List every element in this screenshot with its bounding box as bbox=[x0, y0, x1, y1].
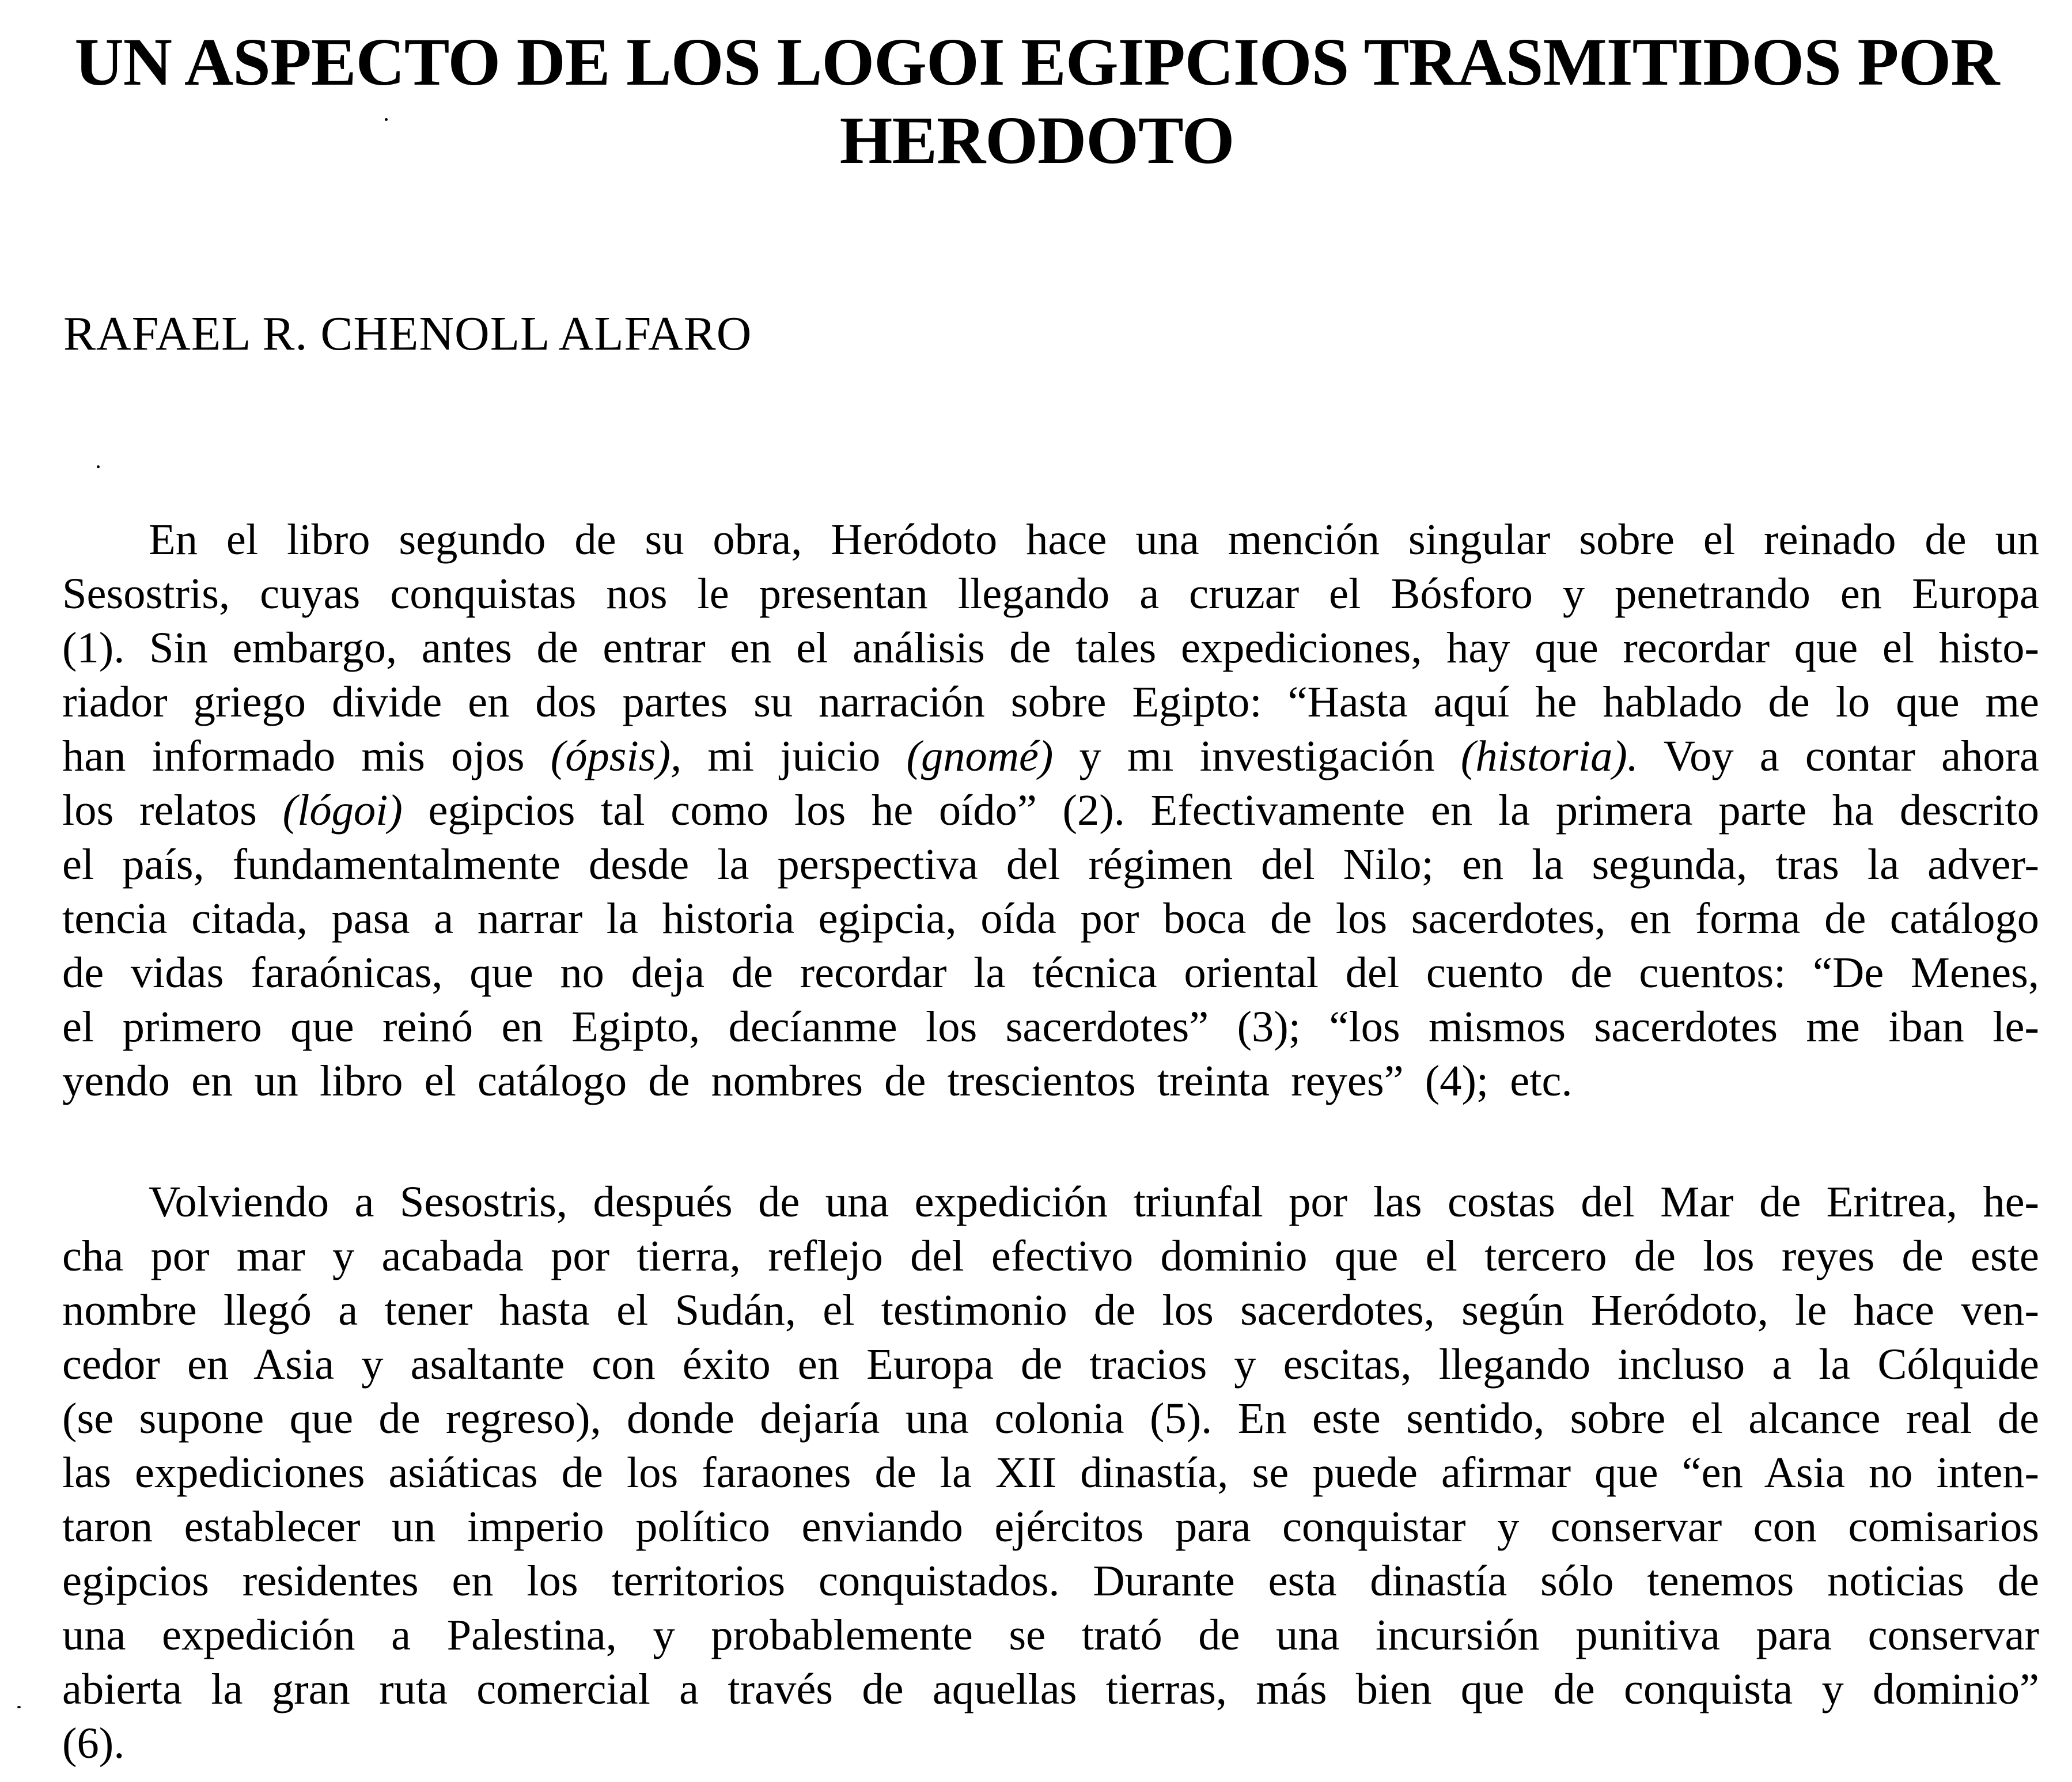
paragraph-line: el país, fundamentalmente desde la perspectiva del régimen del Nilo; en la segunda, tras la adver- bbox=[62, 840, 2039, 889]
paragraph-line: taron establecer un imperio político enviando ejércitos para conquistar y conservar con comisarios bbox=[62, 1502, 2039, 1551]
line-segment: han informado mis ojos bbox=[62, 731, 551, 780]
paragraph-line: egipcios residentes en los territorios conquistados. Durante esta dinastía sólo tenemos noticias de bbox=[62, 1556, 2039, 1605]
line-segment: los relatos bbox=[62, 786, 283, 835]
italic-term-historia: (historia). bbox=[1460, 731, 1638, 780]
paragraph-line: abierta la gran ruta comercial a través de aquellas tierras, más bien que de conquista y dominio” bbox=[62, 1665, 2039, 1713]
italic-term-opsis: (ópsis), bbox=[550, 731, 682, 780]
paragraph-line: (1). Sin embargo, antes de entrar en el análisis de tales expediciones, hay que recordar que el histo- bbox=[62, 623, 2039, 672]
paragraph-line bbox=[62, 729, 2039, 783]
author-name: RAFAEL R. CHENOLL ALFARO bbox=[63, 307, 752, 361]
paragraph-line: cha por mar y acabada por tierra, reflejo del efectivo dominio que el tercero de los reyes de este bbox=[62, 1231, 2039, 1280]
scan-speck bbox=[385, 118, 388, 121]
paragraph-line: nombre llegó a tener hasta el Sudán, el testimonio de los sacerdotes, según Heródoto, le hace ven- bbox=[62, 1286, 2039, 1334]
article-title bbox=[58, 23, 2016, 180]
paragraph-line: de vidas faraónicas, que no deja de recordar la técnica oriental del cuento de cuentos: “De Menes, bbox=[62, 948, 2039, 997]
paragraph-line: tencia citada, pasa a narrar la historia egipcia, oída por boca de los sacerdotes, en forma de catálogo bbox=[62, 894, 2039, 943]
paragraph-line bbox=[62, 783, 2039, 837]
italic-term-gnome: (gnomé) bbox=[906, 731, 1054, 780]
scan-speck bbox=[97, 465, 100, 468]
paragraph-line: riador griego divide en dos partes su narración sobre Egipto: “Hasta aquí he hablado de lo que me bbox=[62, 677, 2039, 726]
line-segment: mi juicio bbox=[681, 731, 907, 780]
paragraph-line: cedor en Asia y asaltante con éxito en Europa de tracios y escitas, llegando incluso a la Cólquide bbox=[62, 1340, 2039, 1389]
paragraph-line: Sesostris, cuyas conquistas nos le presentan llegando a cruzar el Bósforo y penetrando en Europa bbox=[62, 569, 2039, 618]
line-segment: y mı investigación bbox=[1053, 731, 1461, 780]
paragraph-line: En el libro segundo de su obra, Heródoto hace una mención singular sobre el reinado de un bbox=[149, 515, 2039, 564]
paragraph-2 bbox=[62, 1175, 2039, 1770]
line-segment: egipcios tal como los he oído” (2). Efectivamente en la primera parte ha descrito bbox=[402, 786, 2039, 835]
italic-term-logoi: (lógoi) bbox=[282, 786, 403, 835]
paragraph-line: (se supone que de regreso), donde dejaría una colonia (5). En este sentido, sobre el alcance real de bbox=[62, 1394, 2039, 1443]
scan-speck bbox=[17, 1706, 21, 1708]
paragraph-line: una expedición a Palestina, y probablemente se trató de una incursión punitiva para conservar bbox=[62, 1610, 2039, 1659]
paragraph-1 bbox=[62, 513, 2039, 1108]
line-segment: Voy a contar ahora bbox=[1638, 731, 2040, 780]
paragraph-line: Volviendo a Sesostris, después de una expedición triunfal por las costas del Mar de Eritrea, he- bbox=[149, 1177, 2039, 1226]
paragraph-line: yendo en un libro el catálogo de nombres de trescientos treinta reyes” (4); etc. bbox=[62, 1056, 1573, 1105]
paragraph-line: (6). bbox=[62, 1719, 125, 1768]
paragraph-line: el primero que reinó en Egipto, decíanme los sacerdotes” (3); “los mismos sacerdotes me iban le- bbox=[62, 1002, 2039, 1051]
paragraph-line: las expediciones asiáticas de los faraones de la XII dinastía, se puede afirmar que “en Asia no inten- bbox=[62, 1448, 2039, 1497]
title-line-1: UN ASPECTO DE LOS LOGOI EGIPCIOS TRASMITIDOS POR bbox=[74, 24, 1999, 100]
title-line-2: HERODOTO bbox=[839, 103, 1234, 178]
